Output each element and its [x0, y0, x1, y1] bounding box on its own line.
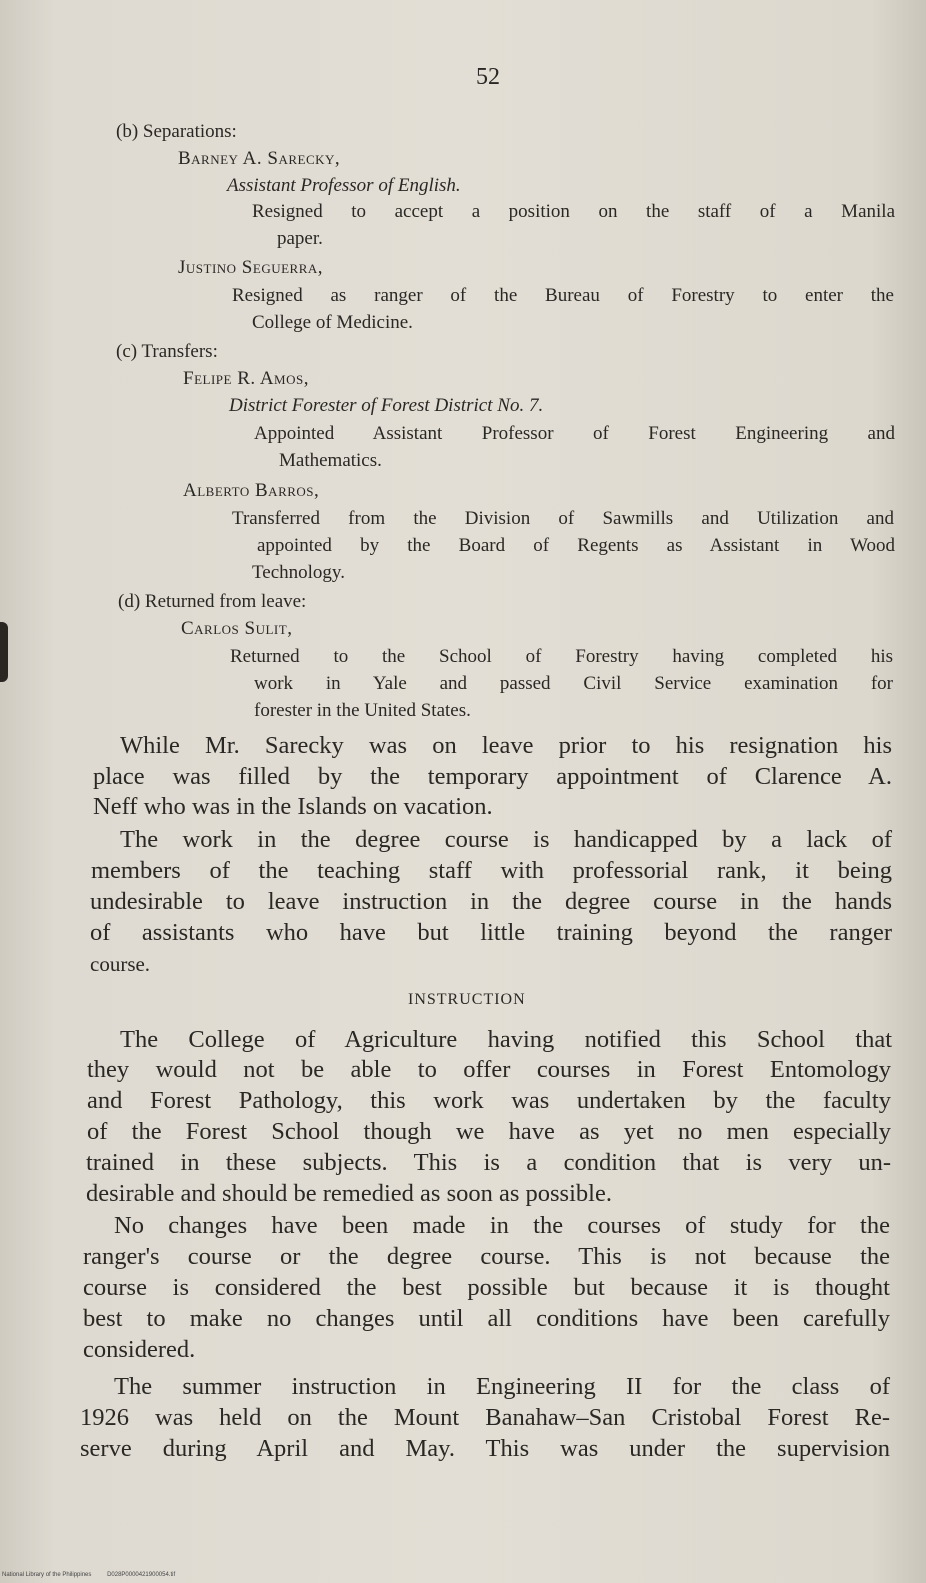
paragraph-line: course. [90, 952, 151, 976]
paragraph-line: considered. [83, 1336, 196, 1363]
section-transfers: (c) Transfers: [116, 341, 218, 362]
paragraph-line: of assistants who have but little training beyond the ranger [90, 919, 892, 946]
text-line: Appointed Assistant Professor of Forest Engineering and [254, 423, 895, 444]
library-name: National Library of the Philippines [2, 1572, 92, 1578]
paragraph-line: 1926 was held on the Mount Banahaw–San Cristobal Forest Re- [80, 1404, 890, 1431]
paragraph-line: desirable and should be remedied as soon as possible. [86, 1180, 612, 1207]
paragraph-line: place was filled by the temporary appointment of Clarence A. [93, 763, 892, 790]
person-name: Alberto Barros, [183, 480, 320, 501]
paragraph-line: of the Forest School though we have as yet no men especially [87, 1118, 891, 1145]
paragraph-line: members of the teaching staff with professorial rank, it being [91, 857, 892, 884]
text-line: Resigned to accept a position on the staff of a Manila [252, 201, 895, 222]
paragraph-line: best to make no changes until all conditions have been carefully [83, 1305, 890, 1332]
paragraph-line: Neff who was in the Islands on vacation. [93, 793, 493, 820]
text-line: Technology. [252, 562, 345, 583]
page-number: 52 [476, 64, 500, 90]
paragraph-line: No changes have been made in the courses of study for the [114, 1212, 890, 1239]
text-line: Transferred from the Division of Sawmills and Utilization and [232, 508, 894, 529]
paragraph-line: ranger's course or the degree course. This is not because the [83, 1243, 890, 1270]
text-line: work in Yale and passed Civil Service examination for [254, 673, 893, 694]
paragraph-line: The work in the degree course is handicapped by a lack of [120, 826, 892, 853]
scan-footer [2, 1572, 189, 1578]
paragraph-line: serve during April and May. This was under the supervision [80, 1435, 890, 1462]
paragraph-line: course is considered the best possible but because it is thought [83, 1274, 890, 1301]
page-edge-shadow [0, 622, 8, 682]
text-line: appointed by the Board of Regents as Assistant in Wood [257, 535, 895, 556]
file-code: D028P0000421900054.tif [107, 1572, 176, 1578]
person-name: Carlos Sulit, [181, 618, 293, 639]
section-separations: (b) Separations: [116, 121, 237, 142]
text-line: paper. [277, 228, 323, 249]
text-line: forester in the United States. [254, 700, 471, 721]
text-line: College of Medicine. [252, 312, 413, 333]
paragraph-line: trained in these subjects. This is a condition that is very un- [86, 1149, 891, 1176]
position-title: Assistant Professor of English. [227, 175, 461, 196]
position-title: District Forester of Forest District No. 7. [229, 395, 544, 416]
person-name: Barney A. Sarecky, [178, 148, 341, 169]
section-returned: (d) Returned from leave: [118, 591, 307, 612]
person-name: Felipe R. Amos, [183, 368, 309, 389]
text-line: Resigned as ranger of the Bureau of Forestry to enter the [232, 285, 894, 306]
paragraph-line: they would not be able to offer courses in Forest Entomology [87, 1056, 891, 1083]
text-line: Returned to the School of Forestry having completed his [230, 646, 893, 667]
text-line: Mathematics. [279, 450, 382, 471]
paragraph-line: and Forest Pathology, this work was undertaken by the faculty [87, 1087, 891, 1114]
paragraph-line: The summer instruction in Engineering II for the class of [114, 1373, 890, 1400]
paragraph-line: The College of Agriculture having notified this School that [120, 1026, 892, 1053]
paragraph-line: While Mr. Sarecky was on leave prior to his resignation his [120, 732, 892, 759]
section-heading: INSTRUCTION [408, 991, 526, 1008]
person-name: Justino Seguerra, [178, 257, 324, 278]
paragraph-line: undesirable to leave instruction in the degree course in the hands [90, 888, 892, 915]
